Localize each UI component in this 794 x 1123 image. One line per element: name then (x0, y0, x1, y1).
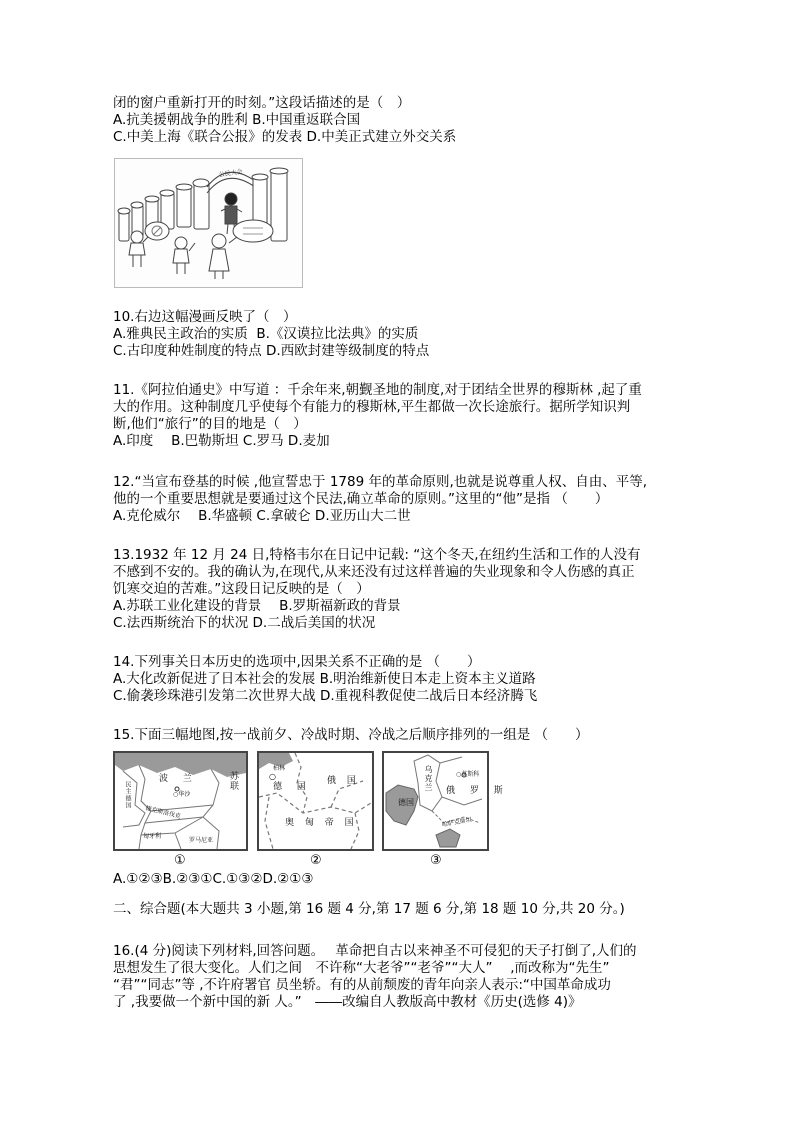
options-cd: C.偷袭珍珠港引发第二次世界大战 D.重视科教促使二战后日本经济腾飞 (113, 688, 538, 704)
options-ab: A.抗美援朝战争的胜利 B.中国重返联合国 (113, 112, 361, 128)
question-text: 15.下面三幅地图,按一战前夕、冷战时期、冷战之后顺序排列的一组是 （ ） (113, 727, 589, 743)
map-label-berlin: 柏林 (273, 765, 286, 772)
question-text: 11.《阿拉伯通史》中写道 ：千余年来,朝觐圣地的制度,对于团结全世界的穆斯林 ,起了重 (113, 382, 642, 398)
options-ab: A.苏联工业化建设的背景 B.罗斯福新政的背景 (113, 598, 401, 614)
map-1-cold-war (113, 751, 248, 851)
map-label-moscow: ○莫斯科 (456, 771, 480, 778)
map-label-berlin-dot: ○ (269, 772, 276, 781)
section-2-header (113, 901, 685, 918)
question-15-options (113, 871, 685, 888)
question-text: 闭的窗户重新打开的时刻。”这段话描述的是（ ） (113, 95, 411, 111)
map-2-pre-ww1 (257, 751, 374, 851)
map-label-germany: 德 国 (273, 782, 312, 792)
south-region-shading (436, 829, 460, 847)
map-label-ussr: 苏联 (228, 771, 238, 791)
question-text: 10.右边这幅漫画反映了（ ） (113, 309, 297, 325)
question-text: “君”“同志”等 ,不许府署官 员坐轿。有的从前颓废的青年向亲人表示:“中国革命成功 (113, 977, 611, 993)
question-13 (113, 547, 685, 632)
map-label-east-germany: 民主德国 (124, 781, 131, 809)
map-label-austria-hungary: 奥 匈 帝 国 (285, 818, 358, 828)
map-label-kazakhstan: 哈萨克斯坦 (441, 816, 473, 829)
map-label-romania: 罗马尼亚 (189, 837, 214, 844)
question-text: 13.1932 年 12 月 24 日,特格韦尔在日记中记载: “这个冬天,在纽约生活和工作的人没有 (113, 547, 641, 563)
map-label-czechoslovakia: 捷克斯洛伐克 (144, 804, 182, 821)
map-3-caption: ③ (430, 853, 442, 868)
map-label-russia: 俄 罗 斯 (446, 786, 509, 796)
map-label-warsaw: ○华沙 (173, 791, 191, 798)
question-text: 12.“当宣布登基的时候 ,他宣誓忠于 1789 年的革命原则,也就是说尊重人权、自由、平等, (113, 474, 648, 490)
options-row: A.①②③B.②③①C.①③②D.②①③ (113, 871, 314, 887)
question-14 (113, 654, 685, 705)
options-row: A.克伦威尔 B.华盛顿 C.拿破仑 D.亚历山大二世 (113, 508, 411, 524)
child-figure (173, 237, 195, 274)
question-15 (113, 727, 685, 744)
question-text: 饥寒交迫的苦难。”这段日记反映的是（ ） (113, 581, 370, 597)
map-3-post-cold-war (382, 751, 509, 851)
section-title: 二、综合题(本大题共 3 小题,第 16 题 4 分,第 17 题 6 分,第 18 题 10 分,共 20 分。) (113, 901, 625, 917)
question-text: 16.(4 分)阅读下列材料,回答问题。 革命把自古以来神圣不可侵犯的天子打倒了,人们的 (113, 943, 637, 959)
question-10 (113, 309, 685, 360)
map-label-ukraine: 乌克兰 (424, 765, 433, 792)
map-2-caption: ② (310, 853, 322, 868)
options-row: A.印度 B.巴勒斯坦 C.罗马 D.麦加 (113, 433, 330, 449)
map-label-germany: 德国 (398, 798, 414, 807)
options-cd: C.中美上海《联合公报》的发表 D.中美正式建立外交关系 (113, 129, 457, 145)
map-label-poland: 波 兰 (159, 774, 198, 784)
question-text: 他的一个重要思想就是要通过这个民法,确立革命的原则。”这里的“他”是指 （ ） (113, 491, 609, 507)
options-ab: A.雅典民主政治的实质 B.《汉谟拉比法典》的实质 (113, 326, 419, 342)
question-text: 不感到不安的。我的确认为,在现代,从来还没有过这样普遍的失业现象和令人伤感的真正 (113, 564, 635, 580)
options-cd: C.法西斯统治下的状况 D.二战后美国的状况 (113, 615, 376, 631)
question-text: 大的作用。这种制度几乎使每个有能力的穆斯林,平生都做一次长途旅行。据所学知识判 (113, 399, 631, 415)
map-label-hungary: 匈牙利 (143, 833, 162, 840)
cartoon-drawing (115, 159, 300, 285)
options-cd: C.古印度种姓制度的特点 D.西欧封建等级制度的特点 (113, 343, 430, 359)
woman-left-figure (129, 231, 145, 267)
map-1-caption: ① (174, 853, 186, 868)
question-11 (113, 382, 685, 450)
question-text: 14.下列事关日本历史的选项中,因果关系不正确的是 （ ） (113, 654, 481, 670)
arch-label: 公民大会 (218, 168, 244, 179)
woman-right-figure (209, 234, 229, 279)
question-text: 了 ,我要做一个新中国的新 人。” ――改编自人教版高中教材《历史(选修 4)》 (113, 994, 582, 1010)
options-ab: A.大化改新促进了日本社会的发展 B.明治维新使日本走上资本主义道路 (113, 671, 536, 687)
map-label-russia: 俄 国 (327, 776, 360, 786)
question-text: 思想发生了很大变化。人们之间 不许称“大老爷”“老爷”“大人” ,而改称为“先生” (113, 960, 610, 976)
question-9-tail (113, 95, 685, 146)
cartoon-image (114, 158, 303, 288)
question-text: 断,他们“旅行”的目的地是（ ） (113, 416, 307, 432)
question-16 (113, 943, 685, 1011)
question-12 (113, 474, 685, 525)
